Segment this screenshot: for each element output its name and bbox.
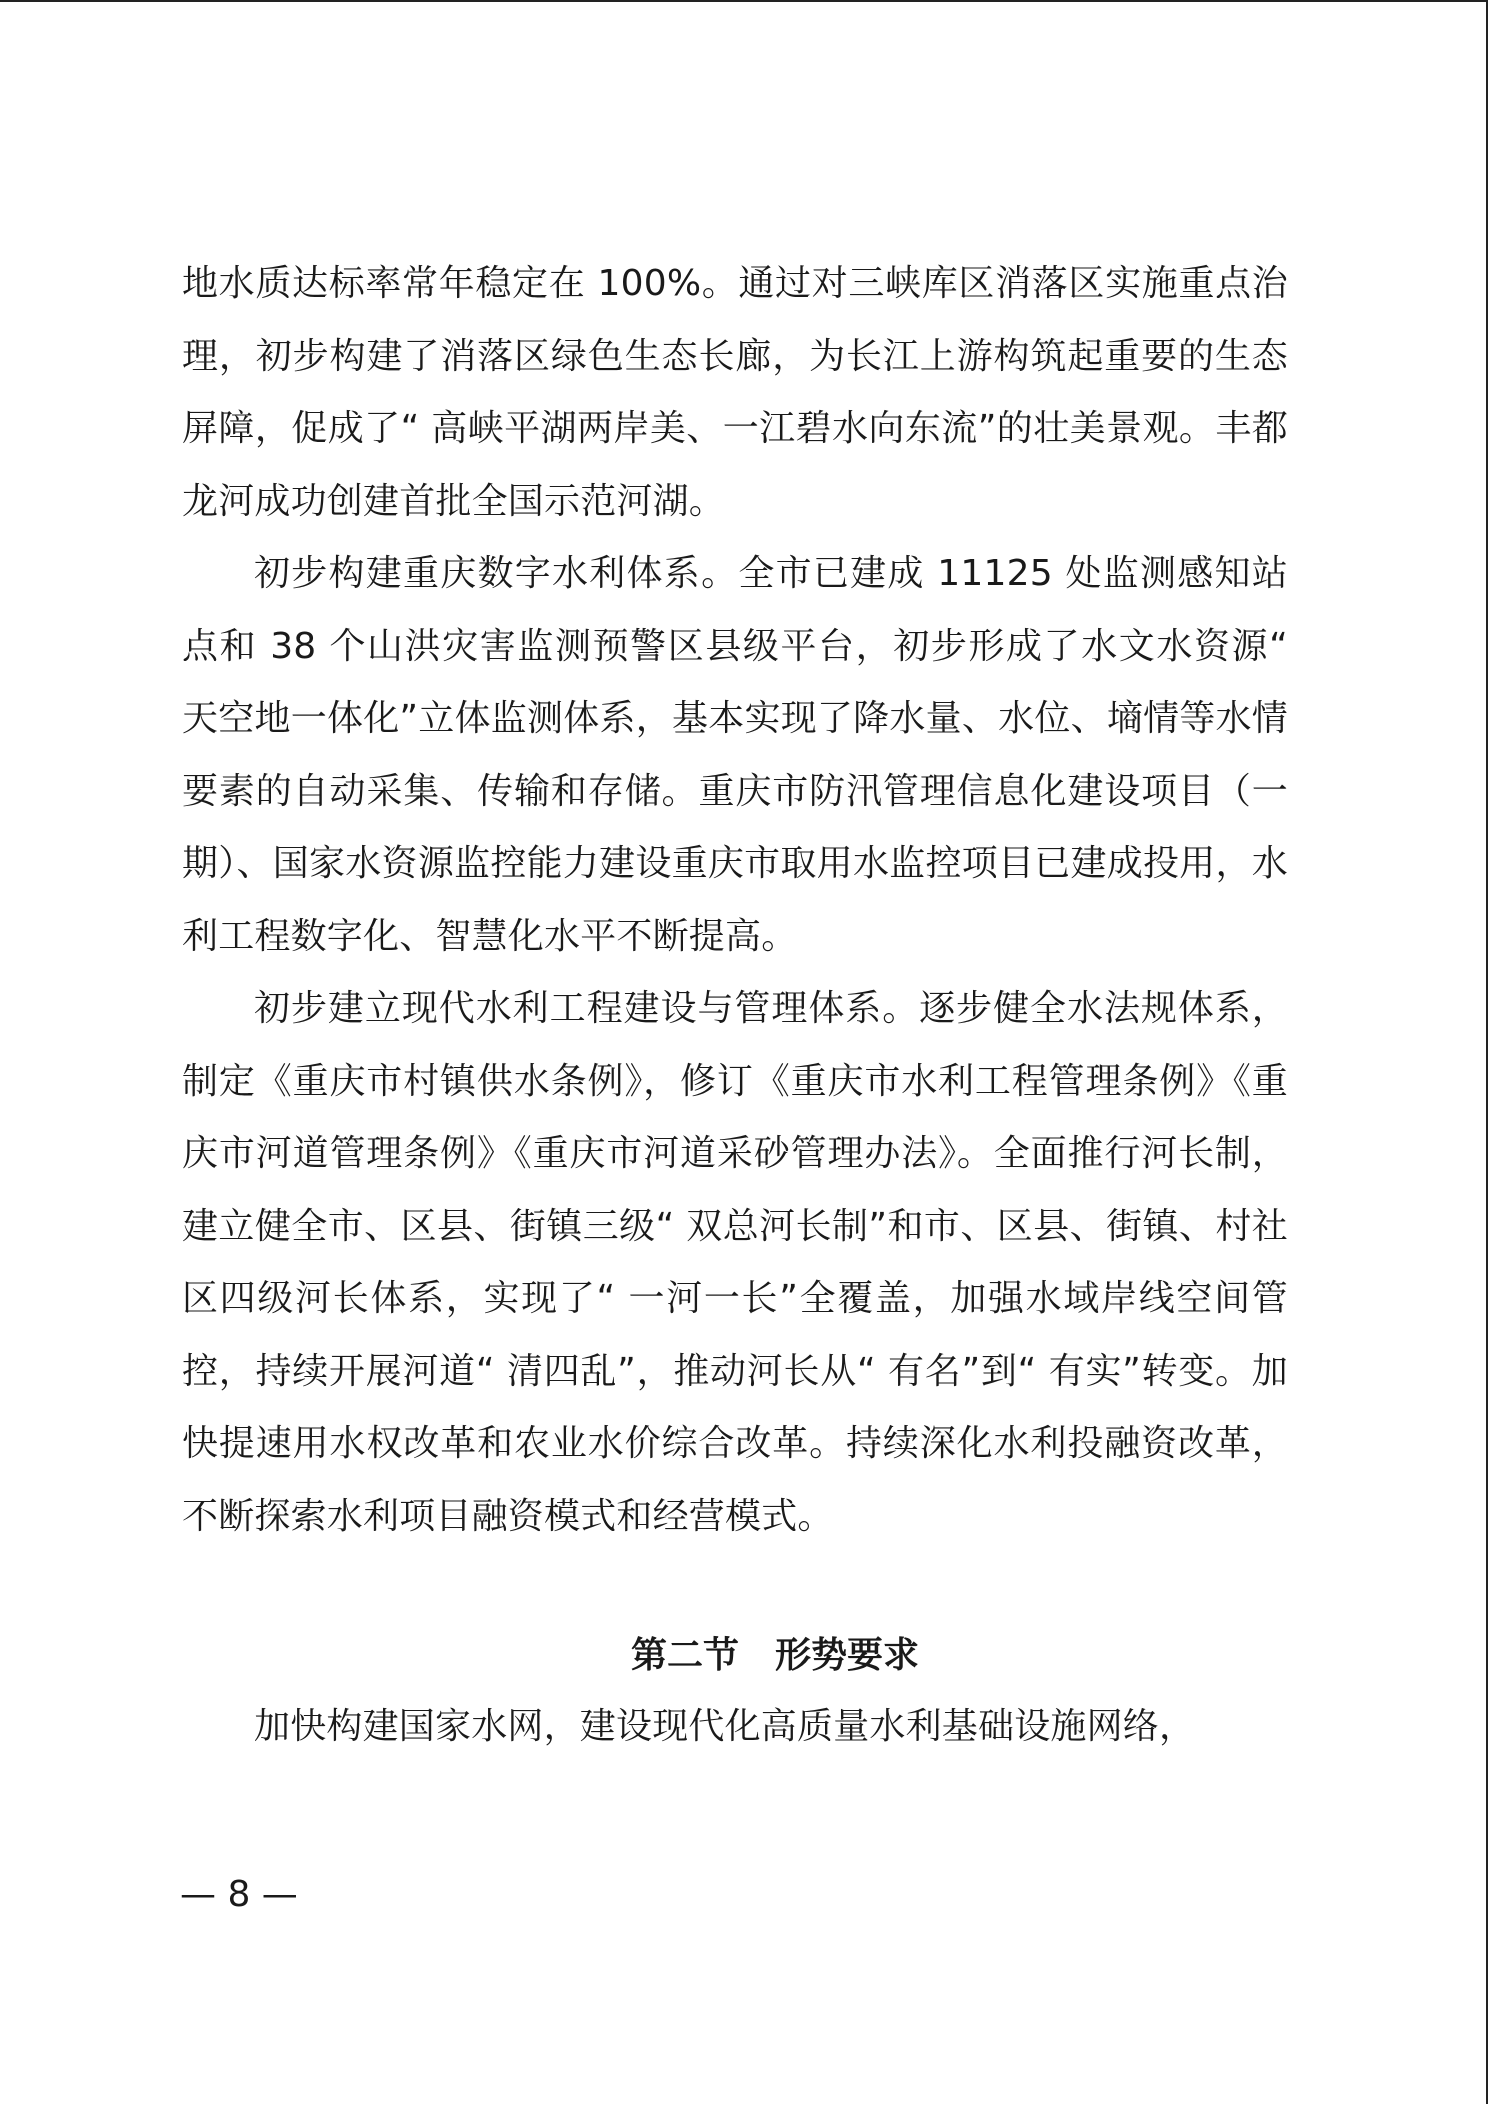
section-paragraph: 加快构建国家水网，建设现代化高质量水利基础设施网络， — [254, 1706, 1196, 1747]
page-number: — 8 — — [180, 1874, 298, 1915]
section-title: 第二节 形势要求 — [630, 1634, 919, 1676]
page-content — [182, 248, 1288, 1764]
paragraph-1: 地水质达标率常年稳定在 100%。通过对三峡库区消落区实施重点治理，初步构建了消落区绿色生态长廊，为长江上游构筑起重要的生态屏障，促成了“ 高峡平湖两岸美、一江碧水向东流”的壮美景观。丰都龙河成功创建首批全国示范河湖。 — [182, 263, 1288, 522]
paragraph-2: 初步构建重庆数字水利体系。全市已建成 11125 处监测感知站点和 38 个山洪灾害监测预警区县级平台，初步形成了水文水资源“ 天空地一体化”立体监测体系，基本实现了降水量、水位、墒情等水情要素的自动采集、传输和存储。重庆市防汛管理信息化建设项目（一期）、国家水资源监控能力建设重庆市取用水监控项目已建成投用，水利工程数字化、智慧化水平不断提高。 — [182, 553, 1288, 957]
paragraph-3: 初步建立现代水利工程建设与管理体系。逐步健全水法规体系，制定《重庆市村镇供水条例》，修订《重庆市水利工程管理条例》《重庆市河道管理条例》《重庆市河道采砂管理办法》。全面推行河长制，建立健全市、区县、街镇三级“ 双总河长制”和市、区县、街镇、村社区四级河长体系，实现了“ 一河一长”全覆盖，加强水域岸线空间管控，持续开展河道“ 清四乱”，推动河长从“ 有名”到“ 有实”转变。加快提速用水权改革和农业水价综合改革。持续深化水利投融资改革，不断探索水利项目融资模式和经营模式。 — [182, 988, 1288, 1537]
